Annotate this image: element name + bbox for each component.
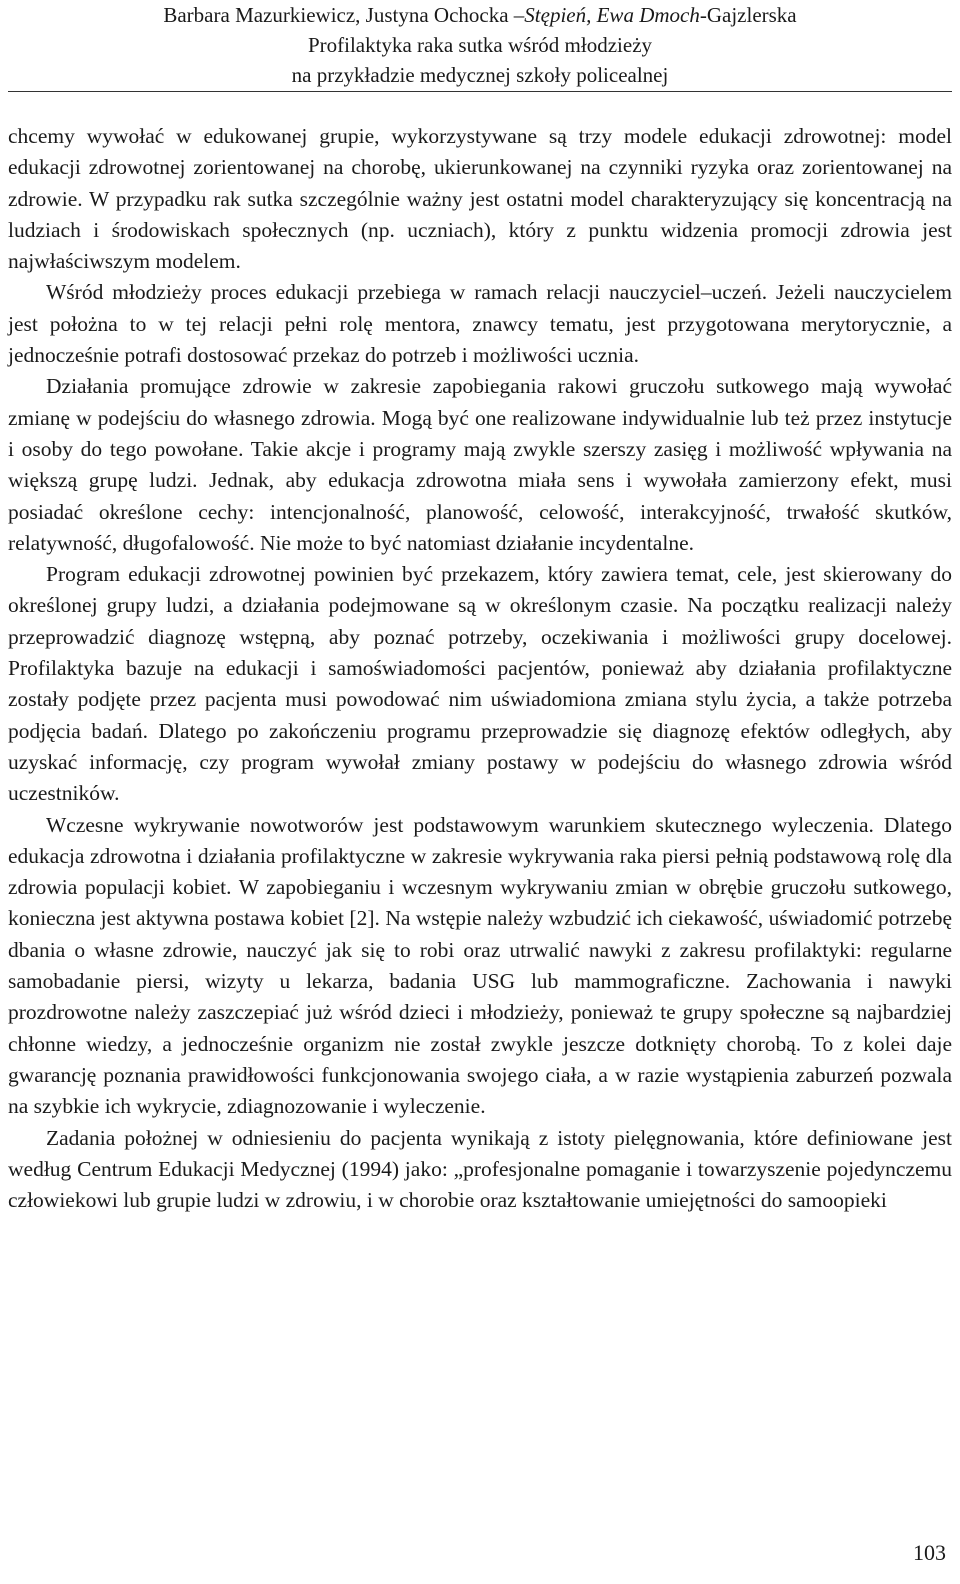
header-authors-suffix: -Gajzlerska — [699, 3, 797, 27]
header-authors — [0, 0, 960, 30]
paragraph-6: Zadania położnej w odniesieniu do pacjenta wynikają z istoty pielęgnowania, które definiowane jest według Centrum Edukacji Medycznej (1994) jako: „profesjonalne pomaganie i towarzyszenie pojedynczemu człowiekowi lub grupie ludzi w zdrowiu, i w chorobie oraz kształtowanie umiejętności do samoopieki — [8, 1125, 952, 1213]
header-authors-prefix: Barbara Mazurkiewicz, Justyna Ochocka – — [163, 3, 525, 27]
paragraph-2: Wśród młodzieży proces edukacji przebiega w ramach relacji nauczyciel–uczeń. Jeżeli nauczycielem jest położna to w tej relacji pełni rolę mentora, znawcy tematu, jest przygotowana merytorycznie, a jednocześnie potrafi dostosować przekaz do potrzeb i możliwości ucznia. — [8, 280, 952, 368]
running-header — [0, 0, 960, 90]
paragraph-3: Działania promujące zdrowie w zakresie zapobiegania rakowi gruczołu sutkowego mają wywołać zmianę w podejściu do własnego zdrowia. Mogą być one realizowane indywidualnie lub też przez instytucje i osoby do tego powołane. Takie akcje i programy mają zwykle szerszy zasięg i możliwość wpływania na większą grupę ludzi. Jednak, aby edukacja zdrowotna miała sens i wywołała zamierzony efekt, musi posiadać określone cechy: intencjonalność, planowość, celowość, interakcyjność, trwałość skutków, relatywność, długofalowość. Nie może to być natomiast działanie incydentalne. — [8, 374, 952, 555]
header-title-line2: na przykładzie medycznej szkoły policealnej — [291, 63, 669, 87]
header-divider — [8, 91, 952, 92]
body-text — [8, 121, 952, 1216]
header-authors-italic: Stępień, Ewa Dmoch — [524, 3, 700, 27]
paragraph-4: Program edukacji zdrowotnej powinien być przekazem, który zawiera temat, cele, jest skierowany do określonej grupy ludzi, a działania podejmowane są w określonym czasie. Na początku realizacji należy przeprowadzić diagnozę wstępną, aby poznać potrzeby, oczekiwania i możliwości grupy docelowej. Profilaktyka bazuje na edukacji i samoświadomości pacjentów, ponieważ aby działania profilaktyczne zostały podjęte przez pacjenta musi powodować nim uświadomiona zmiana stylu życia, a także potrzeba podjęcia badań. Dlatego po zakończeniu programu przeprowadzie się diagnozę efektów odległych, aby uzyskać informację, czy program wywołał zmiany postawy w podejściu do własnego zdrowia wśród uczestników. — [8, 562, 952, 806]
page-number: 103 — [913, 1540, 946, 1565]
paragraph-1: chcemy wywołać w edukowanej grupie, wykorzystywane są trzy modele edukacji zdrowotnej: model edukacji zdrowotnej zorientowanej na chorobę, ukierunkowanej na czynniki ryzyka oraz zorientowanej na zdrowie. W przypadku rak sutka szczególnie ważny jest ostatni model charakteryzujący się koncentracją na ludziach i środowiskach społecznych (np. uczniach), który z punktu widzenia promocji zdrowia jest najwłaściwszym modelem. — [8, 124, 952, 274]
paragraph-5: Wczesne wykrywanie nowotworów jest podstawowym warunkiem skutecznego wyleczenia. Dlatego edukacja zdrowotna i działania profilaktyczne w zakresie wykrywania raka piersi pełnią podstawową rolę dla zdrowia populacji kobiet. W zapobieganiu i wczesnym wykrywaniu zmian w obrębie gruczołu sutkowego, konieczna jest aktywna postawa kobiet [2]. Na wstępie należy wzbudzić ich ciekawość, uświadomić potrzebę dbania o własne zdrowie, nauczyć jak się to robi oraz utrwalić nawyki z zakresu profilaktyki: regularne samobadanie piersi, wizyty u lekarza, badania USG lub mammograficzne. Zachowania i nawyki prozdrowotne należy zaszczepiać już wśród dzieci i młodzieży, ponieważ te grupy społeczne są najbardziej chłonne wiedzy, a jednocześnie organizm nie został zwykle jeszcze dotknięty chorobą. To z kolei daje gwarancję poznania prawidłowości funkcjonowania swojego ciała, a w razie wystąpienia zaburzeń pozwala na szybkie ich wykrycie, zdiagnozowanie i wyleczenie. — [8, 812, 952, 1119]
header-title-line1: Profilaktyka raka sutka wśród młodzieży — [307, 33, 653, 57]
